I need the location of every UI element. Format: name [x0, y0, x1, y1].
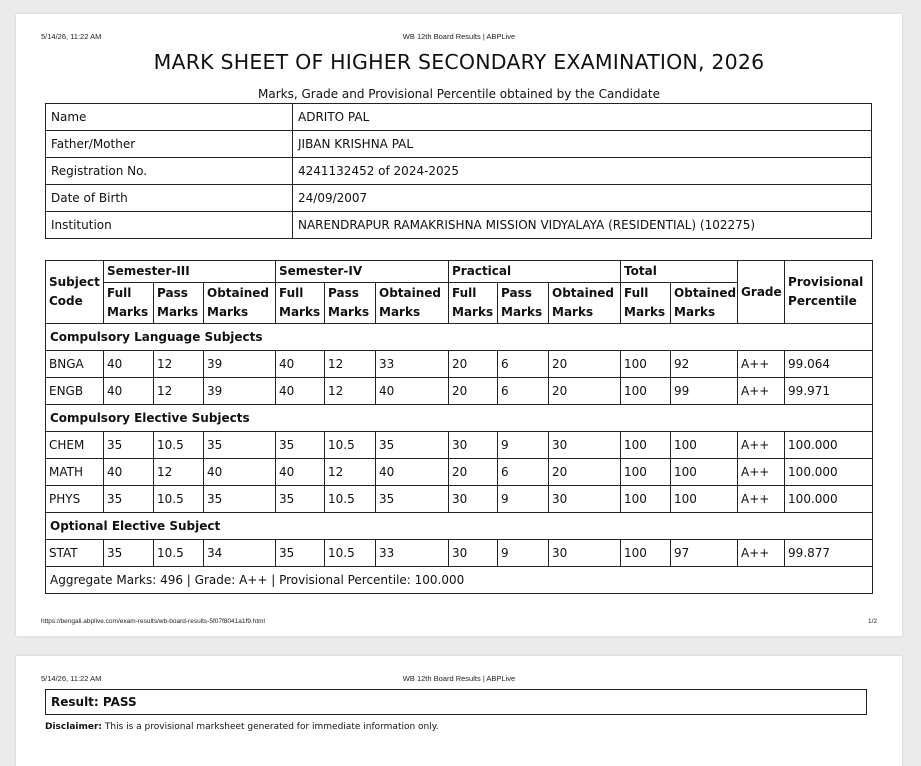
- candidate-info-table: [45, 103, 872, 239]
- subject-row: [46, 378, 873, 405]
- cell-sem4-full: 40: [276, 459, 325, 486]
- cell-practical-pass: 6: [498, 378, 549, 405]
- disclaimer-label: Disclaimer:: [45, 722, 103, 732]
- cell-total-full: 100: [621, 486, 671, 513]
- print-url: https://bengali.abplive.com/exam-results/wb-board-results-5f07f8041a1f9.html: [41, 618, 266, 625]
- section-title: Compulsory Language Subjects: [46, 324, 873, 351]
- cell-subject-code: CHEM: [46, 432, 104, 459]
- header-subject-code: Subject Code: [46, 261, 104, 324]
- subject-row: [46, 459, 873, 486]
- header-practical: Practical: [449, 261, 621, 283]
- cell-percentile: 99.971: [785, 378, 873, 405]
- cell-sem4-obtained: 35: [376, 432, 449, 459]
- cell-total-full: 100: [621, 432, 671, 459]
- info-row: [46, 158, 872, 185]
- cell-grade: A++: [738, 459, 785, 486]
- page-subtitle: Marks, Grade and Provisional Percentile obtained by the Candidate: [258, 87, 660, 101]
- cell-percentile: 100.000: [785, 459, 873, 486]
- section-row: [46, 405, 873, 432]
- cell-sem3-pass: 12: [154, 459, 204, 486]
- header-pass-marks: Pass Marks: [154, 283, 204, 324]
- cell-practical-pass: 6: [498, 459, 549, 486]
- cell-sem4-pass: 10.5: [325, 540, 376, 567]
- header-pass-marks: Pass Marks: [498, 283, 549, 324]
- header-full-marks: Full Marks: [276, 283, 325, 324]
- marksheet-page-1: [16, 14, 902, 636]
- info-row: [46, 131, 872, 158]
- cell-sem3-full: 35: [104, 486, 154, 513]
- marksheet-page-2: [16, 656, 902, 766]
- subject-row: [46, 486, 873, 513]
- info-label: Father/Mother: [46, 131, 293, 158]
- cell-total-obtained: 97: [671, 540, 738, 567]
- info-value: 4241132452 of 2024-2025: [293, 158, 872, 185]
- header-full-marks: Full Marks: [449, 283, 498, 324]
- result-box: Result: PASS: [45, 689, 867, 715]
- cell-total-full: 100: [621, 378, 671, 405]
- cell-percentile: 100.000: [785, 432, 873, 459]
- cell-sem4-pass: 12: [325, 459, 376, 486]
- cell-total-obtained: 100: [671, 459, 738, 486]
- cell-practical-pass: 9: [498, 432, 549, 459]
- section-row: [46, 513, 873, 540]
- cell-sem4-full: 35: [276, 540, 325, 567]
- cell-percentile: 99.064: [785, 351, 873, 378]
- cell-total-obtained: 99: [671, 378, 738, 405]
- cell-sem4-obtained: 33: [376, 540, 449, 567]
- info-label: Name: [46, 104, 293, 131]
- cell-practical-obtained: 30: [549, 486, 621, 513]
- cell-total-full: 100: [621, 459, 671, 486]
- cell-sem4-full: 40: [276, 351, 325, 378]
- cell-practical-full: 20: [449, 459, 498, 486]
- cell-percentile: 99.877: [785, 540, 873, 567]
- cell-sem3-full: 40: [104, 378, 154, 405]
- header-semester-4: Semester-IV: [276, 261, 449, 283]
- disclaimer: [45, 722, 439, 732]
- cell-practical-obtained: 30: [549, 432, 621, 459]
- cell-sem3-obtained: 40: [204, 459, 276, 486]
- subject-row: [46, 540, 873, 567]
- header-total: Total: [621, 261, 738, 283]
- cell-subject-code: STAT: [46, 540, 104, 567]
- cell-sem3-pass: 10.5: [154, 486, 204, 513]
- marks-table: [45, 260, 873, 594]
- cell-sem3-pass: 10.5: [154, 432, 204, 459]
- subject-row: [46, 351, 873, 378]
- cell-practical-obtained: 20: [549, 459, 621, 486]
- cell-grade: A++: [738, 486, 785, 513]
- cell-sem3-obtained: 35: [204, 432, 276, 459]
- info-row: [46, 104, 872, 131]
- section-row: [46, 324, 873, 351]
- cell-subject-code: MATH: [46, 459, 104, 486]
- cell-sem4-pass: 12: [325, 351, 376, 378]
- print-datetime: 5/14/26, 11:22 AM: [41, 32, 102, 41]
- cell-sem4-obtained: 40: [376, 459, 449, 486]
- page-title: MARK SHEET OF HIGHER SECONDARY EXAMINATION, 2026: [153, 50, 765, 74]
- cell-grade: A++: [738, 351, 785, 378]
- subject-row: [46, 432, 873, 459]
- info-value: JIBAN KRISHNA PAL: [293, 131, 872, 158]
- info-label: Institution: [46, 212, 293, 239]
- cell-sem3-full: 40: [104, 459, 154, 486]
- cell-sem4-obtained: 35: [376, 486, 449, 513]
- cell-practical-pass: 6: [498, 351, 549, 378]
- cell-total-obtained: 92: [671, 351, 738, 378]
- cell-sem3-obtained: 39: [204, 378, 276, 405]
- cell-sem4-obtained: 33: [376, 351, 449, 378]
- cell-subject-code: PHYS: [46, 486, 104, 513]
- section-title: Compulsory Elective Subjects: [46, 405, 873, 432]
- print-site-title: WB 12th Board Results | ABPLive: [402, 674, 516, 683]
- header-full-marks: Full Marks: [621, 283, 671, 324]
- header-grade: Grade: [738, 261, 785, 324]
- info-label: Date of Birth: [46, 185, 293, 212]
- cell-grade: A++: [738, 432, 785, 459]
- header-provisional-percentile: Provisional Percentile: [785, 261, 873, 324]
- header-obtained-marks: Obtained Marks: [671, 283, 738, 324]
- header-semester-3: Semester-III: [104, 261, 276, 283]
- cell-grade: A++: [738, 540, 785, 567]
- page-number: 1/2: [867, 618, 877, 625]
- info-value: NARENDRAPUR RAMAKRISHNA MISSION VIDYALAYA (RESIDENTIAL) (102275): [293, 212, 872, 239]
- cell-sem3-full: 40: [104, 351, 154, 378]
- cell-sem4-full: 40: [276, 378, 325, 405]
- cell-subject-code: ENGB: [46, 378, 104, 405]
- print-datetime: 5/14/26, 11:22 AM: [41, 674, 102, 683]
- cell-practical-full: 30: [449, 432, 498, 459]
- cell-practical-full: 20: [449, 378, 498, 405]
- print-site-title: WB 12th Board Results | ABPLive: [402, 32, 516, 41]
- header-obtained-marks: Obtained Marks: [204, 283, 276, 324]
- info-value: 24/09/2007: [293, 185, 872, 212]
- header-pass-marks: Pass Marks: [325, 283, 376, 324]
- cell-sem3-pass: 12: [154, 378, 204, 405]
- cell-practical-full: 30: [449, 486, 498, 513]
- cell-sem3-pass: 12: [154, 351, 204, 378]
- cell-sem3-full: 35: [104, 540, 154, 567]
- header-full-marks: Full Marks: [104, 283, 154, 324]
- cell-grade: A++: [738, 378, 785, 405]
- aggregate-summary: Aggregate Marks: 496 | Grade: A++ | Provisional Percentile: 100.000: [46, 567, 873, 594]
- cell-sem4-full: 35: [276, 432, 325, 459]
- section-title: Optional Elective Subject: [46, 513, 873, 540]
- cell-practical-full: 20: [449, 351, 498, 378]
- disclaimer-text: This is a provisional marksheet generated for immediate information only.: [102, 722, 439, 732]
- header-obtained-marks: Obtained Marks: [549, 283, 621, 324]
- info-value: ADRITO PAL: [293, 104, 872, 131]
- cell-practical-obtained: 30: [549, 540, 621, 567]
- cell-percentile: 100.000: [785, 486, 873, 513]
- cell-total-obtained: 100: [671, 432, 738, 459]
- cell-sem4-obtained: 40: [376, 378, 449, 405]
- cell-practical-obtained: 20: [549, 378, 621, 405]
- cell-sem3-obtained: 35: [204, 486, 276, 513]
- cell-practical-pass: 9: [498, 486, 549, 513]
- header-obtained-marks: Obtained Marks: [376, 283, 449, 324]
- cell-sem4-pass: 10.5: [325, 432, 376, 459]
- info-row: [46, 212, 872, 239]
- cell-sem4-pass: 12: [325, 378, 376, 405]
- cell-total-obtained: 100: [671, 486, 738, 513]
- cell-sem3-pass: 10.5: [154, 540, 204, 567]
- info-row: [46, 185, 872, 212]
- cell-subject-code: BNGA: [46, 351, 104, 378]
- cell-total-full: 100: [621, 351, 671, 378]
- aggregate-row: [46, 567, 873, 594]
- cell-sem3-obtained: 34: [204, 540, 276, 567]
- cell-practical-obtained: 20: [549, 351, 621, 378]
- info-label: Registration No.: [46, 158, 293, 185]
- cell-practical-full: 30: [449, 540, 498, 567]
- cell-sem4-pass: 10.5: [325, 486, 376, 513]
- cell-sem3-obtained: 39: [204, 351, 276, 378]
- cell-total-full: 100: [621, 540, 671, 567]
- cell-sem3-full: 35: [104, 432, 154, 459]
- cell-practical-pass: 9: [498, 540, 549, 567]
- cell-sem4-full: 35: [276, 486, 325, 513]
